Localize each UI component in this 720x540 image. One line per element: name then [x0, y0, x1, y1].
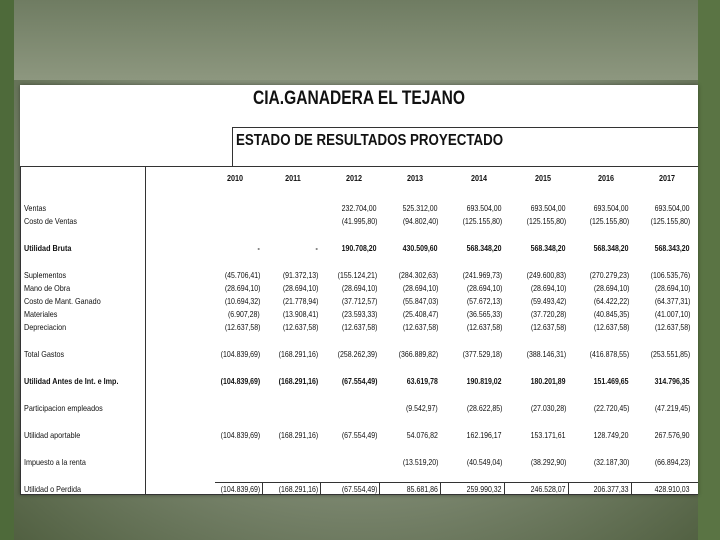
table-cell: (12.637,58): [224, 322, 260, 332]
year-header-2016: 2016: [597, 173, 615, 183]
table-cell: (66.894,23): [654, 457, 690, 467]
table-cell: (168.291,16): [278, 376, 318, 386]
table-cell: 246.528,07: [531, 484, 566, 494]
table-cell: (125.155,80): [526, 216, 566, 226]
table-cell: (284.302,63): [398, 270, 438, 280]
table-cell: (28.694,10): [341, 283, 377, 293]
table-cell: 232.704,00: [342, 203, 377, 213]
table-cell: (12.637,58): [466, 322, 502, 332]
table-cell: (41.007,10): [654, 309, 690, 319]
row-label: Depreciacion: [24, 322, 67, 332]
table-cell: 314.796,35: [655, 376, 690, 386]
table-cell: (258.262,39): [337, 349, 377, 359]
table-cell: (6.907,28): [228, 309, 260, 319]
table-cell: (67.554,49): [341, 430, 377, 440]
table-cell: (32.187,30): [593, 457, 629, 467]
table-cell: (270.279,23): [589, 270, 629, 280]
table-cell: (155.124,21): [337, 270, 377, 280]
table-cell: 568.348,20: [594, 243, 629, 253]
table-cell: (28.694,10): [466, 283, 502, 293]
row-label: Participacion empleados: [24, 403, 103, 413]
row-label: Impuesto a la renta: [24, 457, 86, 467]
table-cell: (57.672,13): [466, 296, 502, 306]
table-cell: (12.637,58): [282, 322, 318, 332]
table-cell: (12.637,58): [530, 322, 566, 332]
company-title: CIA.GANADERA EL TEJANO: [252, 88, 466, 109]
table-cell: 525.312,00: [403, 203, 438, 213]
table-cell: (91.372,13): [282, 270, 318, 280]
table-cell: (125.155,80): [650, 216, 690, 226]
table-cell: -: [257, 243, 260, 253]
table-cell: (45.706,41): [224, 270, 260, 280]
table-cell: (377.529,18): [462, 349, 502, 359]
table-cell: 162.196,17: [467, 430, 502, 440]
row-label: Mano de Obra: [24, 283, 71, 293]
year-header-2012: 2012: [345, 173, 363, 183]
table-cell: 180.201,89: [531, 376, 566, 386]
table-cell: 63.619,78: [406, 376, 438, 386]
table-cell: (168.291,16): [278, 430, 318, 440]
table-cell: (40.845,35): [593, 309, 629, 319]
final-row-separator: [504, 482, 505, 494]
table-cell: (23.593,33): [341, 309, 377, 319]
table-cell: (366.889,82): [398, 349, 438, 359]
table-cell: 190.819,02: [467, 376, 502, 386]
year-header-2010: 2010: [226, 173, 244, 183]
year-header-2013: 2013: [406, 173, 424, 183]
table-cell: 54.076,82: [406, 430, 438, 440]
table-cell: (28.694,10): [224, 283, 260, 293]
table-cell: (28.694,10): [530, 283, 566, 293]
year-header-2011: 2011: [285, 173, 301, 183]
final-row-border-top: [215, 482, 698, 483]
table-cell: (28.694,10): [593, 283, 629, 293]
title-border-top: [232, 127, 698, 128]
table-cell: (40.549,04): [466, 457, 502, 467]
table-cell: (28.694,10): [654, 283, 690, 293]
table-cell: 693.504,00: [594, 203, 629, 213]
table-cell: 267.576,90: [655, 430, 690, 440]
table-cell: 190.708,20: [342, 243, 377, 253]
table-cell: (36.565,33): [466, 309, 502, 319]
table-cell: (67.554,49): [341, 484, 377, 494]
table-cell: (13.519,20): [402, 457, 438, 467]
table-cell: 206.377,33: [594, 484, 629, 494]
table-cell: 153.171,61: [531, 430, 566, 440]
year-header-2017: 2017: [658, 173, 676, 183]
year-header-2015: 2015: [534, 173, 552, 183]
table-cell: 85.681,86: [406, 484, 438, 494]
table-cell: (37.720,28): [530, 309, 566, 319]
final-row-separator: [320, 482, 321, 494]
table-cell: (12.637,58): [402, 322, 438, 332]
table-cell: (27.030,28): [530, 403, 566, 413]
table-cell: 568.343,20: [655, 243, 690, 253]
table-cell: (55.847,03): [402, 296, 438, 306]
row-label: Utilidad Bruta: [24, 243, 72, 253]
table-cell: (67.554,49): [341, 376, 377, 386]
spreadsheet-sheet: [20, 85, 698, 495]
final-row-separator: [262, 482, 263, 494]
table-cell: (416.878,55): [589, 349, 629, 359]
label-column-divider: [145, 166, 146, 495]
final-row-border-bottom: [20, 494, 698, 495]
table-cell: (104.839,69): [220, 349, 260, 359]
row-label: Materiales: [24, 309, 58, 319]
table-cell: (125.155,80): [462, 216, 502, 226]
header-line: [20, 166, 698, 167]
table-cell: (21.778,94): [282, 296, 318, 306]
table-cell: (25.408,47): [402, 309, 438, 319]
table-cell: (12.637,58): [654, 322, 690, 332]
table-cell: -: [315, 243, 318, 253]
table-cell: (104.839,69): [220, 430, 260, 440]
table-cell: (104.839,69): [220, 376, 260, 386]
final-row-separator: [631, 482, 632, 494]
row-label: Costo de Mant. Ganado: [24, 296, 101, 306]
final-row-separator: [440, 482, 441, 494]
table-cell: (253.551,85): [650, 349, 690, 359]
table-cell: (41.995,80): [341, 216, 377, 226]
final-row-separator: [568, 482, 569, 494]
background-edge-right: [698, 0, 720, 540]
row-label: Utilidad aportable: [24, 430, 81, 440]
row-label: Suplementos: [24, 270, 67, 280]
table-cell: (47.219,45): [654, 403, 690, 413]
table-cell: (12.637,58): [593, 322, 629, 332]
row-label: Utilidad o Perdida: [24, 484, 82, 494]
table-cell: (125.155,80): [589, 216, 629, 226]
table-cell: (9.542,97): [406, 403, 438, 413]
table-cell: 693.504,00: [467, 203, 502, 213]
table-cell: (106.535,76): [650, 270, 690, 280]
table-cell: (12.637,58): [341, 322, 377, 332]
background-band: [0, 0, 720, 80]
table-cell: (28.622,85): [466, 403, 502, 413]
final-row-separator: [379, 482, 380, 494]
table-cell: (22.720,45): [593, 403, 629, 413]
table-cell: 428.910,03: [655, 484, 690, 494]
table-cell: 151.469,65: [594, 376, 629, 386]
table-cell: (64.422,22): [593, 296, 629, 306]
title-border-left: [232, 127, 233, 167]
table-cell: 693.504,00: [531, 203, 566, 213]
table-cell: (38.292,90): [530, 457, 566, 467]
row-label: Utilidad Antes de Int. e Imp.: [24, 376, 119, 386]
table-cell: (249.600,83): [526, 270, 566, 280]
table-cell: 259.990,32: [467, 484, 502, 494]
row-label: Costo de Ventas: [24, 216, 78, 226]
table-cell: (94.802,40): [402, 216, 438, 226]
row-label: Total Gastos: [24, 349, 65, 359]
table-cell: 693.504,00: [655, 203, 690, 213]
table-cell: (13.908,41): [282, 309, 318, 319]
table-cell: (10.694,32): [224, 296, 260, 306]
table-cell: (28.694,10): [402, 283, 438, 293]
table-cell: (104.839,69): [220, 484, 260, 494]
table-cell: (28.694,10): [282, 283, 318, 293]
row-label: Ventas: [24, 203, 47, 213]
sheet-left-border: [20, 166, 21, 495]
table-cell: (59.493,42): [530, 296, 566, 306]
table-cell: (241.969,73): [462, 270, 502, 280]
table-cell: (388.146,31): [526, 349, 566, 359]
table-cell: (168.291,16): [278, 484, 318, 494]
table-cell: 568.348,20: [531, 243, 566, 253]
table-cell: 128.749,20: [594, 430, 629, 440]
background-edge-left: [0, 0, 14, 540]
table-cell: (64.377,31): [654, 296, 690, 306]
table-cell: (37.712,57): [341, 296, 377, 306]
year-header-2014: 2014: [470, 173, 488, 183]
table-cell: 568.348,20: [467, 243, 502, 253]
table-cell: 430.509,60: [403, 243, 438, 253]
table-cell: (168.291,16): [278, 349, 318, 359]
statement-title: ESTADO DE RESULTADOS PROYECTADO: [236, 132, 504, 149]
